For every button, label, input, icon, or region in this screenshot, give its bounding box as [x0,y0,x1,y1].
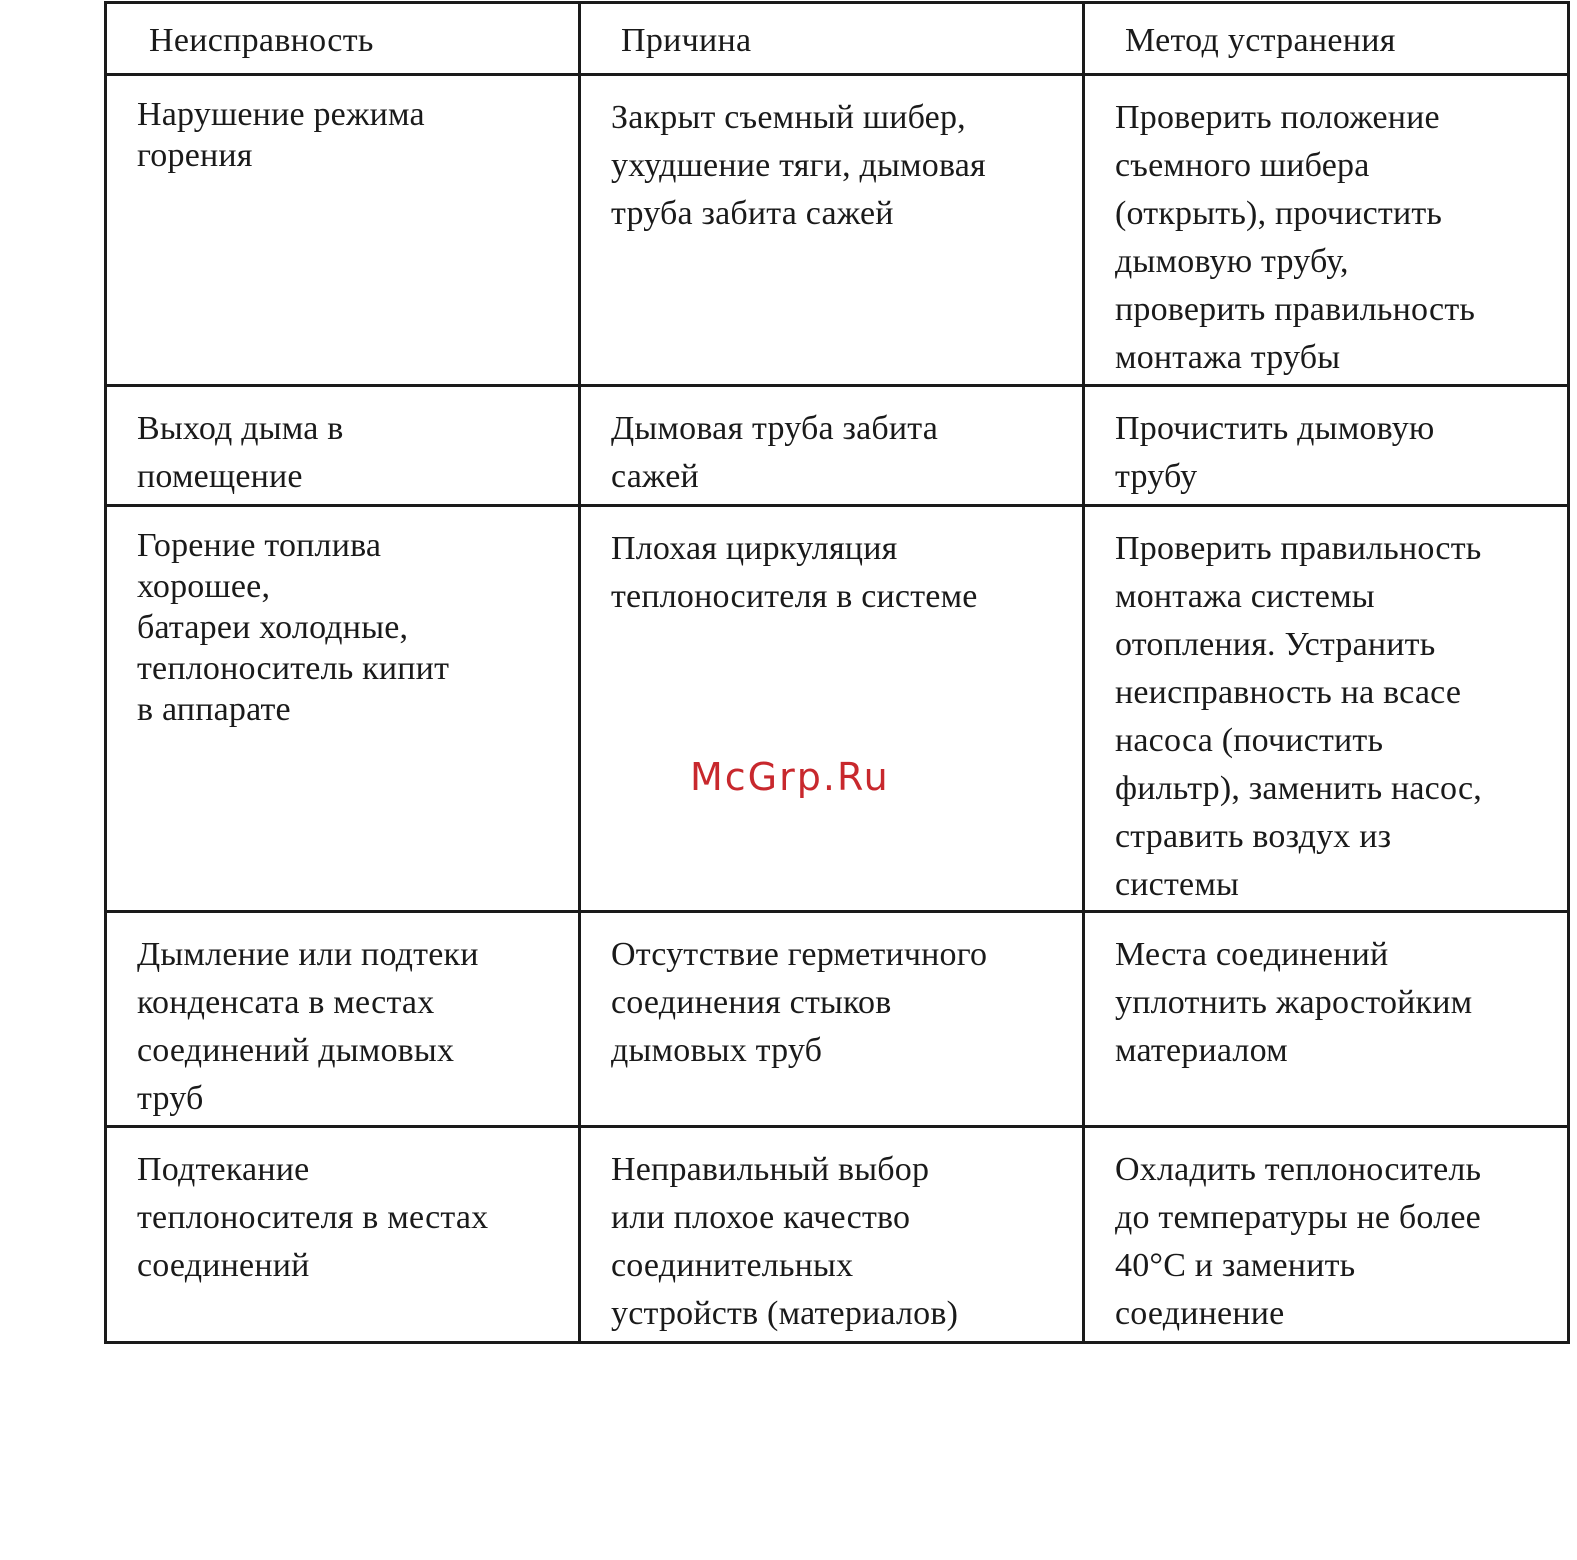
cause-cell: Закрыт съемный шибер, ухудшение тяги, дымовая труба забита сажей [580,75,1084,386]
troubleshooting-table [104,1,1570,1344]
header-cause: Причина [580,3,1084,75]
header-remedy: Метод устранения [1084,3,1569,75]
header-fault: Неисправность [106,3,580,75]
cause-cell: Отсутствие герметичного соединения стыков дымовых труб [580,912,1084,1127]
fault-cell: Горение топлива хорошее, батареи холодные, теплоноситель кипит в аппарате [106,506,580,912]
fault-cell: Нарушение режима горения [106,75,580,386]
cause-cell: Плохая циркуляция теплоносителя в системе [580,506,1084,912]
remedy-cell: Прочистить дымовую трубу [1084,386,1569,506]
table-row [106,386,1569,506]
table-header-row [106,3,1569,75]
fault-cell: Подтекание теплоносителя в местах соединений [106,1127,580,1343]
table-row [106,1127,1569,1343]
table-row [106,506,1569,912]
cause-cell: Дымовая труба забита сажей [580,386,1084,506]
table-row [106,912,1569,1127]
fault-cell: Дымление или подтеки конденсата в местах соединений дымовых труб [106,912,580,1127]
table-row [106,75,1569,386]
watermark-text: McGrp.Ru [690,755,890,799]
remedy-cell: Охладить теплоноситель до температуры не более 40°С и заменить соединение [1084,1127,1569,1343]
remedy-cell: Проверить положение съемного шибера (открыть), прочистить дымовую трубу, проверить правильность монтажа трубы [1084,75,1569,386]
remedy-cell: Места соединений уплотнить жаростойким материалом [1084,912,1569,1127]
remedy-cell: Проверить правильность монтажа системы отопления. Устранить неисправность на всасе насоса (почистить фильтр), заменить насос, стравить воздух из системы [1084,506,1569,912]
cause-cell: Неправильный выбор или плохое качество соединительных устройств (материалов) [580,1127,1084,1343]
fault-cell: Выход дыма в помещение [106,386,580,506]
